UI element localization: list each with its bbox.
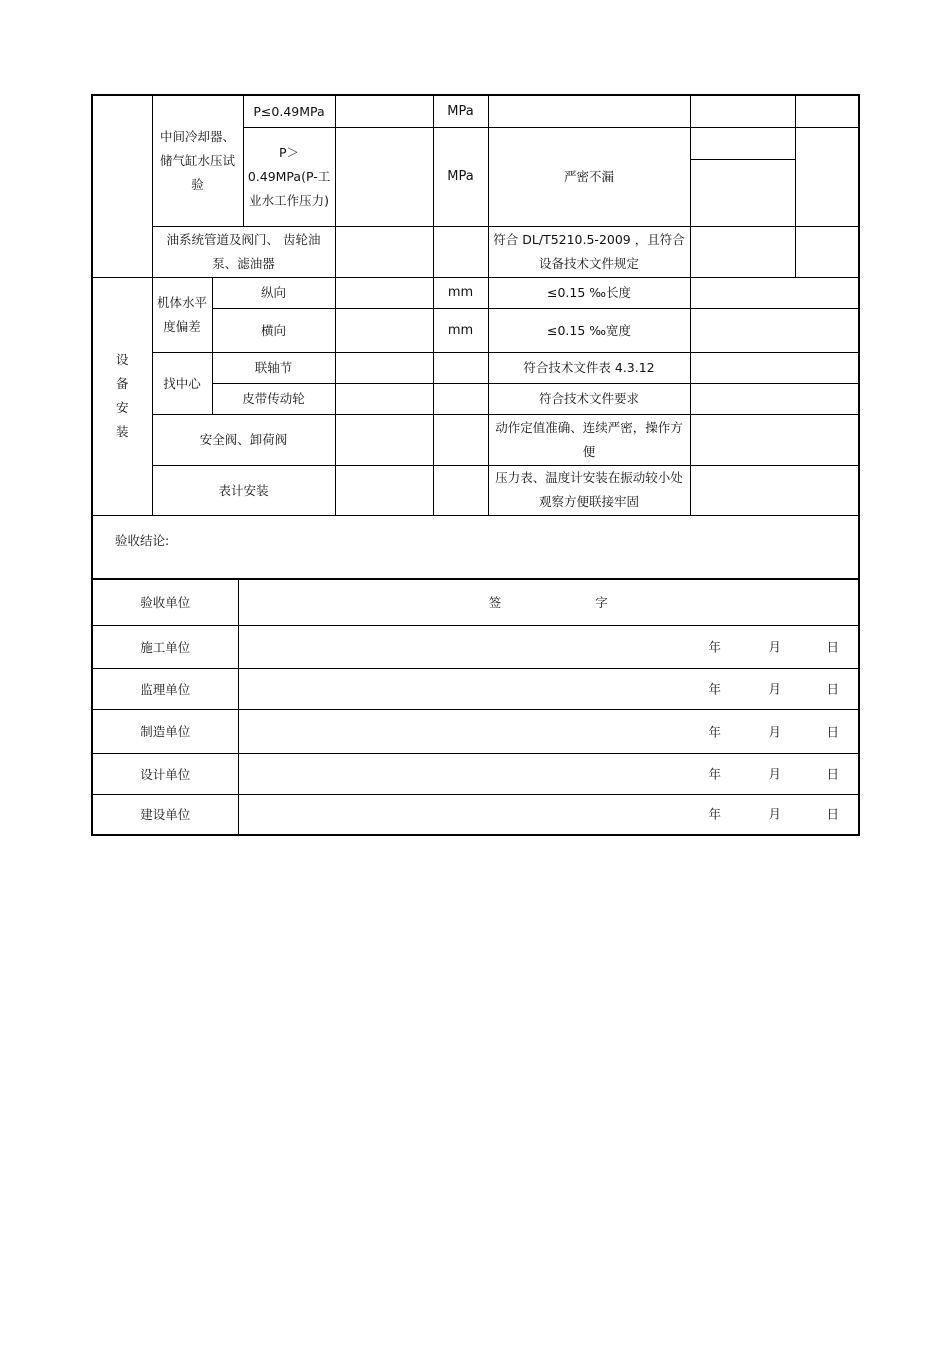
result-cell — [690, 226, 795, 277]
unit-cell — [433, 414, 488, 465]
longitudinal-label: 纵向 — [212, 277, 335, 308]
date-month: 月 — [768, 681, 782, 697]
result-cell — [690, 277, 859, 308]
manufacturer-unit-label: 制造单位 — [92, 710, 238, 754]
result-cell — [690, 383, 859, 414]
cooler-standard: 严密不漏 — [488, 127, 690, 226]
supervision-unit-label: 监理单位 — [92, 669, 238, 710]
unit-cell — [433, 226, 488, 277]
signature-cell[interactable] — [238, 710, 859, 754]
measured-value-cell — [335, 127, 433, 226]
inspection-table — [91, 94, 860, 580]
unit-cell — [433, 465, 488, 515]
date-day: 日 — [826, 681, 840, 697]
gauges-standard: 压力表、温度计安装在振动较小处观察方便联接牢固 — [488, 465, 690, 515]
longitudinal-standard: ≤0.15 ‰长度 — [488, 277, 690, 308]
unit-cell — [433, 383, 488, 414]
transverse-label: 横向 — [212, 308, 335, 352]
signature-cell[interactable] — [238, 626, 859, 669]
date-month: 月 — [768, 639, 782, 655]
unit-mpa: MPa — [433, 127, 488, 226]
date-month: 月 — [768, 806, 782, 822]
remark-cell — [795, 226, 859, 277]
owner-unit-label: 建设单位 — [92, 795, 238, 835]
sign-header-unit: 验收单位 — [92, 580, 238, 626]
measured-value-cell — [335, 277, 433, 308]
date-day: 日 — [826, 806, 840, 822]
date-day: 日 — [826, 639, 840, 655]
measured-value-cell — [335, 226, 433, 277]
measured-value-cell — [335, 414, 433, 465]
date-day: 日 — [826, 724, 840, 739]
result-cell — [690, 414, 859, 465]
belt-wheel-standard: 符合技术文件要求 — [488, 383, 690, 414]
measured-value-cell — [335, 383, 433, 414]
coupling-label: 联轴节 — [212, 352, 335, 383]
date-year: 年 — [708, 806, 722, 822]
measured-value-cell — [335, 308, 433, 352]
signature-cell[interactable] — [238, 795, 859, 835]
standard-blank-cell — [488, 95, 690, 127]
valves-standard: 动作定值准确、连续严密，操作方便 — [488, 414, 690, 465]
unit-mm: mm — [433, 277, 488, 308]
measured-value-cell — [335, 95, 433, 127]
valves-label: 安全阀、卸荷阀 — [152, 414, 335, 465]
date-day: 日 — [826, 766, 840, 782]
result-cell — [690, 95, 795, 127]
date-year: 年 — [708, 681, 722, 697]
cooler-test-label: 中间冷却器、储气缸水压试验 — [152, 95, 243, 226]
unit-mpa: MPa — [433, 95, 488, 127]
date-year: 年 — [708, 766, 722, 782]
design-unit-label: 设计单位 — [92, 754, 238, 795]
belt-wheel-label: 皮带传动轮 — [212, 383, 335, 414]
measured-value-cell — [335, 465, 433, 515]
unit-mm: mm — [433, 308, 488, 352]
construction-unit-label: 施工单位 — [92, 626, 238, 669]
low-pressure-condition: P≤0.49MPa — [243, 95, 335, 127]
oil-system-label: 油系统管道及阀门、 齿轮油泵、滤油器 — [152, 226, 335, 277]
coupling-standard: 符合技术文件表 4.3.12 — [488, 352, 690, 383]
section-blank-cell — [92, 95, 152, 277]
gauges-label: 表计安装 — [152, 465, 335, 515]
install-section-label: 设备安装 — [92, 277, 152, 515]
result-cell — [690, 159, 795, 226]
date-month: 月 — [768, 766, 782, 782]
signature-table — [91, 579, 860, 836]
result-cell — [690, 352, 859, 383]
centering-label: 找中心 — [152, 352, 212, 414]
date-year: 年 — [708, 639, 722, 655]
remark-cell — [795, 95, 859, 127]
date-month: 月 — [768, 724, 782, 739]
acceptance-conclusion: 验收结论: — [92, 515, 859, 579]
result-cell — [690, 127, 795, 159]
level-deviation-label: 机体水平度偏差 — [152, 277, 212, 352]
high-pressure-condition: P＞0.49MPa(P-工业水工作压力) — [243, 127, 335, 226]
unit-cell — [433, 352, 488, 383]
result-cell — [690, 465, 859, 515]
signature-cell[interactable] — [238, 669, 859, 710]
signature-cell[interactable] — [238, 754, 859, 795]
transverse-standard: ≤0.15 ‰宽度 — [488, 308, 690, 352]
remark-cell — [795, 127, 859, 226]
sign-header-signature: 签 字 — [238, 580, 859, 626]
result-cell — [690, 308, 859, 352]
oil-system-standard: 符合 DL/T5210.5-2009 ，且符合设备技术文件规定 — [488, 226, 690, 277]
measured-value-cell — [335, 352, 433, 383]
date-year: 年 — [708, 724, 722, 739]
